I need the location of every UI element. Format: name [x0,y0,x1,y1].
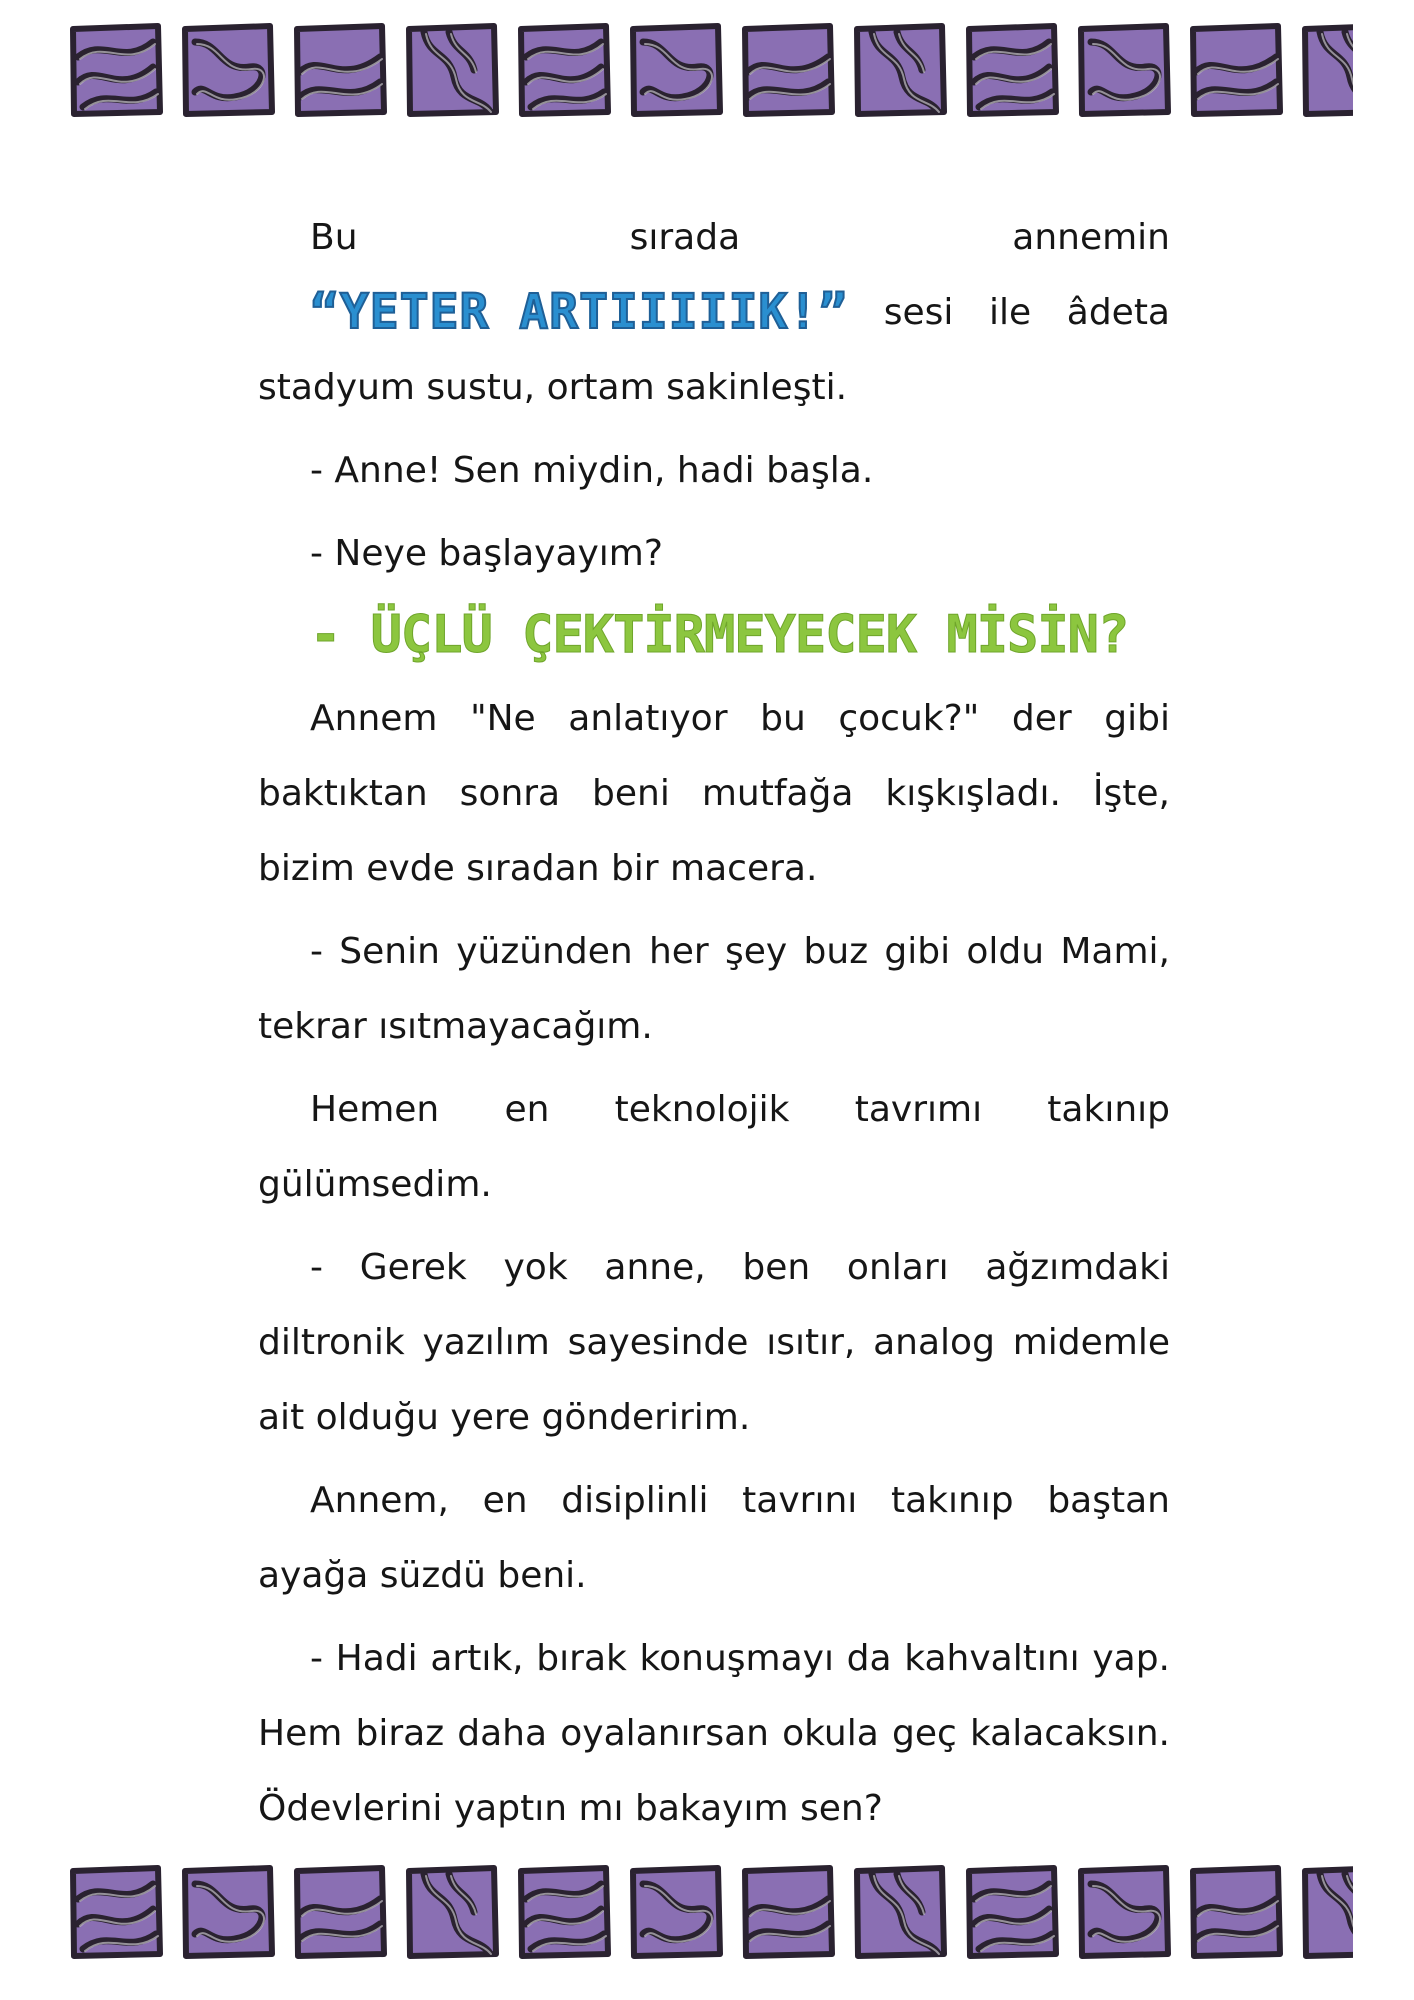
purple-wave-tile-icon [852,22,947,117]
purple-wave-tile-icon [1188,22,1283,117]
purple-wave-tile-icon [68,1864,163,1959]
paragraph-9: Annem, en disiplinli tavrını takınıp baştan ayağa süzdü beni. [258,1480,1170,1596]
purple-wave-tile-icon [1188,1864,1283,1959]
purple-wave-tile-icon [180,22,275,117]
purple-wave-tile-icon [292,22,387,117]
paragraph-1 [258,200,1170,425]
paragraph-3: - Neye başlayayım? [310,533,663,574]
paragraph-8: - Gerek yok anne, ben onları ağzımdaki diltronik yazılım sayesinde ısıtır, analog midemle ait olduğu yere gönderirim. [258,1247,1170,1438]
shout-yeter-artik: “YETER ARTIIIIIK!” [310,284,849,340]
paragraph-5: Annem "Ne anlatıyor bu çocuk?" der gibi baktıktan sonra beni mutfağa kışkışladı. İşte, bizim evde sıradan bir macera. [258,698,1170,889]
purple-wave-tile-icon [1076,1864,1171,1959]
purple-wave-tile-icon [292,1864,387,1959]
paragraph-1-tail: sesi ile âdeta stadyum sustu, ortam sakinleşti. [258,292,1170,408]
purple-wave-tile-icon [404,22,499,117]
purple-wave-tile-icon [1300,1864,1353,1959]
paragraph-7: Hemen en teknolojik tavrımı takınıp gülümsedim. [258,1089,1170,1205]
purple-wave-tile-icon [740,22,835,117]
paragraph-6: - Senin yüzünden her şey buz gibi oldu Mami, tekrar ısıtmayacağım. [258,931,1170,1047]
paragraph-1-lead: Bu sırada annemin [310,217,1170,258]
story-text [258,200,1170,1846]
purple-wave-tile-icon [180,1864,275,1959]
purple-wave-tile-icon [1300,22,1353,117]
purple-wave-tile-icon [628,1864,723,1959]
purple-wave-tile-icon [964,1864,1059,1959]
purple-wave-tile-icon [516,1864,611,1959]
bottom-decorative-border [68,1862,1353,1962]
purple-wave-tile-icon [68,22,163,117]
top-decorative-border [68,20,1353,120]
paragraph-2: - Anne! Sen miydin, hadi başla. [310,450,874,491]
purple-wave-tile-icon [1076,22,1171,117]
purple-wave-tile-icon [740,1864,835,1959]
purple-wave-tile-icon [404,1864,499,1959]
purple-wave-tile-icon [516,22,611,117]
shout-uclu-cektirmeyecek: - ÜÇLÜ ÇEKTİRMEYECEK MİSİN? [310,605,1129,665]
purple-wave-tile-icon [852,1864,947,1959]
purple-wave-tile-icon [628,22,723,117]
paragraph-10: - Hadi artık, bırak konuşmayı da kahvaltını yap. Hem biraz daha oyalanırsan okula geç kalacaksın. Ödevlerini yaptın mı bakayım sen? [258,1638,1170,1829]
purple-wave-tile-icon [964,22,1059,117]
